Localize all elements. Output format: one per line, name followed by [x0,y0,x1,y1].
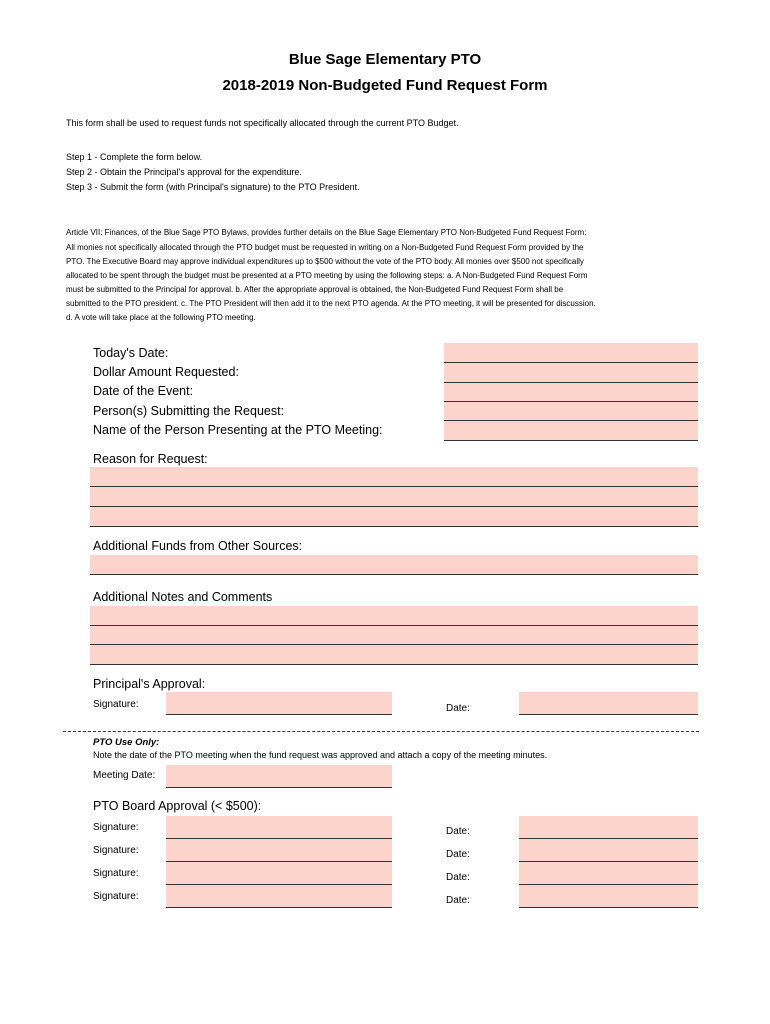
principal-date-input[interactable] [519,692,698,714]
date-label: Date: [446,849,470,860]
reason-line-2[interactable] [90,487,698,507]
reason-line-1[interactable] [90,467,698,487]
additional-funds-label: Additional Funds from Other Sources: [93,539,303,553]
board-date-input-2[interactable] [519,839,698,861]
persons-submitting-input[interactable] [444,404,698,422]
board-signature-field-3[interactable] [166,862,392,885]
principal-approval-label: Principal's Approval: [93,677,206,691]
additional-funds-input[interactable] [90,556,698,575]
presenter-name-field[interactable] [444,421,698,441]
board-signature-input-4[interactable] [166,885,392,907]
notes-line-2[interactable] [90,626,698,645]
board-signature-field-1[interactable] [166,816,392,839]
meeting-date-field[interactable] [166,765,392,788]
additional-notes-label: Additional Notes and Comments [93,590,273,604]
date-label: Date: [446,703,470,714]
signature-label: Signature: [93,699,139,710]
todays-date-input[interactable] [444,344,698,363]
todays-date-field[interactable] [444,343,698,363]
dollar-amount-field[interactable] [444,363,698,383]
board-date-input-1[interactable] [519,816,698,838]
notes-line-1[interactable] [90,606,698,626]
intro-text: This form shall be used to request funds not specifically allocated through the current PTO Budget. [66,118,459,128]
event-date-input[interactable] [444,385,698,403]
date-label: Date: [446,872,470,883]
board-approval-label: PTO Board Approval (< $500): [93,799,262,813]
board-date-input-3[interactable] [519,862,698,884]
form-subtitle: 2018-2019 Non-Budgeted Fund Request Form [222,77,548,94]
board-date-field-2[interactable] [519,839,698,862]
reason-input-1[interactable] [90,468,698,487]
reason-input-3[interactable] [90,508,698,527]
step-3: Step 3 - Submit the form (with Principal's signature) to the PTO President. [66,182,360,192]
meeting-date-label: Meeting Date: [93,770,156,781]
article-line: Article VII: Finances, of the Blue Sage PTO Bylaws, provides further details on the Blue Sage Elementary PTO Non-Budgeted Fund Request Form: [66,228,587,237]
article-line: submitted to the PTO president. c. The PTO President will then add it to the next PTO agenda. At the PTO meeting, it will be presented for discussion. [66,299,596,308]
date-label: Date: [446,826,470,837]
meeting-date-input[interactable] [166,765,392,787]
notes-input-2[interactable] [90,628,698,646]
board-date-input-4[interactable] [519,885,698,907]
step-1: Step 1 - Complete the form below. [66,152,203,162]
board-signature-input-1[interactable] [166,816,392,838]
board-date-field-4[interactable] [519,885,698,908]
signature-label: Signature: [93,845,139,856]
principal-signature-field[interactable] [166,692,392,715]
signature-label: Signature: [93,868,139,879]
board-signature-input-3[interactable] [166,862,392,884]
signature-label: Signature: [93,891,139,902]
form-title: Blue Sage Elementary PTO [288,51,482,68]
article-line: allocated to be spent through the budget must be presented at a PTO meeting by using the following steps: a. A Non-Budgeted Fund Request Form [66,271,588,280]
board-signature-field-2[interactable] [166,839,392,862]
todays-date-label: Today's Date: [93,346,169,360]
presenter-name-label: Name of the Person Presenting at the PTO Meeting: [93,423,383,437]
principal-signature-input[interactable] [166,692,392,714]
event-date-label: Date of the Event: [93,384,194,398]
dashed-divider [63,731,699,732]
additional-funds-line[interactable] [90,555,698,575]
notes-input-1[interactable] [90,607,698,626]
notes-line-3[interactable] [90,645,698,665]
board-signature-field-4[interactable] [166,885,392,908]
reason-label: Reason for Request: [93,452,208,466]
article-line: PTO. The Executive Board may approve individual expenditures up to $500 without the vote of the PTO body. All monies over $500 not specifically [66,257,584,266]
reason-line-3[interactable] [90,507,698,527]
principal-date-field[interactable] [519,692,698,715]
notes-input-3[interactable] [90,646,698,665]
event-date-field[interactable] [444,383,698,402]
dollar-amount-input[interactable] [444,364,698,383]
pto-use-heading: PTO Use Only: [93,737,160,748]
article-line: must be submitted to the Principal for approval. b. After the appropriate approval is obtained, the Non-Budgeted Fund Request Form shall be [66,285,564,294]
board-signature-input-2[interactable] [166,839,392,861]
signature-label: Signature: [93,822,139,833]
dollar-amount-label: Dollar Amount Requested: [93,365,239,379]
article-line: All monies not specifically allocated through the PTO budget must be requested in writing on a Non-Budgeted Fund Request Form provided by the [66,243,584,252]
persons-submitting-label: Person(s) Submitting the Request: [93,404,285,418]
step-2: Step 2 - Obtain the Principal's approval for the expenditure. [66,167,302,177]
article-line: d. A vote will take place at the following PTO meeting. [66,313,256,322]
board-date-field-1[interactable] [519,816,698,839]
board-date-field-3[interactable] [519,862,698,885]
persons-submitting-field[interactable] [444,402,698,421]
date-label: Date: [446,895,470,906]
reason-input-2[interactable] [90,488,698,507]
presenter-name-input[interactable] [444,422,698,441]
pto-use-note: Note the date of the PTO meeting when the fund request was approved and attach a copy of the meeting minutes. [93,750,548,760]
